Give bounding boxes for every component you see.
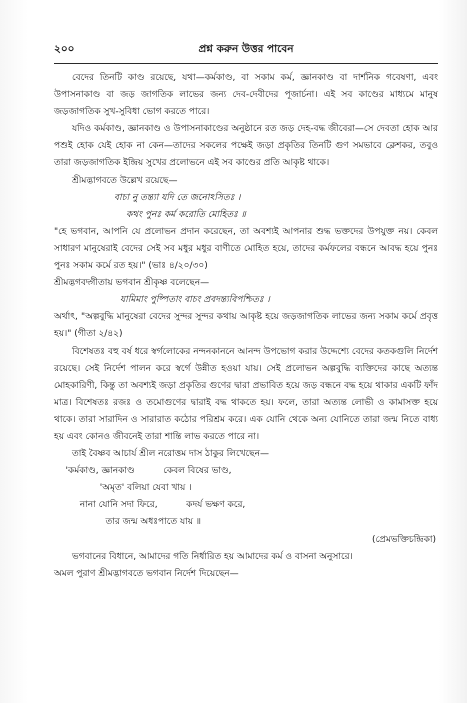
- trailing-line: ভগবানের বিধানে, আমাদের গতি নির্ধারিত হয় আমাদের কর্ম ও বাসনা অনুসারে।: [72, 551, 353, 562]
- verse-line: বাচা নু তন্ত্যা যদি তে জনোঽসিতঃ ।: [114, 192, 241, 203]
- header-rule: [54, 63, 438, 64]
- song-line: 'কর্মকাণ্ড, জ্ঞানকাণ্ড কেবল বিষের ভাণ্ড,: [54, 466, 232, 477]
- page-content: [54, 70, 438, 583]
- bengali-song: [54, 463, 438, 531]
- song-line: নানা যোনি সদা ফিরে, কদর্য ভক্ষণ করে,: [54, 500, 246, 511]
- verse-line: কথং পুনঃ কর্ম করোতি মোহিতঃ ॥: [126, 209, 246, 220]
- paragraph-material-attachment: যদিও কর্মকাণ্ড, জ্ঞানকাণ্ড ও উপাসনাকাণ্ডের অনুষ্ঠানে রত জড় দেহ-বদ্ধ জীবেরা—সে দেবতা হোক আর পশুই হোক যেই হোক না কেন—তাদের সকলের পক্ষেই জড়া প্রকৃতির তিনটি গুণ সমভাবে ক্লেশকর, তবুও তারা জড়জাগতিক ইন্দ্রিয় সুখের প্রলোভনে এই সব কাণ্ডের প্রতি আকৃষ্ট থাকে।: [54, 124, 438, 169]
- paragraph-translation-1: "হে ভগবান, আপনি যে প্রলোভন প্রদান করেছেন, তা অবশ্যই আপনার শুদ্ধ ভক্তদের উপযুক্ত নয়। কেবল সাধারণ মানুষেরাই বেদের সেই সব মধুর মধুর বাণীতে মোহিত হয়ে, তাদের কর্মফলের বন্ধনে আবদ্ধ হয়ে পুনঃ পুনঃ সকাম কর্মে রত হয়।" (ভাঃ ৪/২০/৩০): [54, 226, 438, 272]
- intro-gita: শ্রীমদ্ভগবদ্গীতায় ভগবান শ্রীকৃষ্ণ বলেছেন—: [54, 278, 210, 289]
- verse-line: যামিমাং পুষ্পিতাং বাচং প্রবদন্ত্যবিপশ্চিতঃ ।: [120, 295, 270, 306]
- song-line: তার জন্ম অধঃপাতে যায় ॥: [54, 517, 202, 528]
- paragraph-translation-2: অর্থাৎ, "অল্পবুদ্ধি মানুষেরা বেদের সুন্দর সুন্দর কথায় আকৃষ্ট হয়ে জড়জাগতিক লাভের জন্য সকাম কর্মে প্রবৃত্ত হয়।" (গীতা ২/৪২): [54, 312, 438, 340]
- running-title: প্রশ্ন করুন উত্তর পাবেন: [198, 43, 294, 55]
- paragraph-heavenly-planets: বিশেষতঃ বহু বর্ষ ধরে স্বর্গলোকের নন্দনকাননে আনন্দ উপভোগ করার উদ্দেশ্যে বেদের কতকগুলি নির্দেশ রয়েছে। সেই নির্দেশ পালন করে স্বর্গে উন্নীত হওয়া যায়। সেই প্রলোভন অল্পবুদ্ধি ব্যক্তিদের কাছে অত্যন্ত মোহকারিণী, কিন্তু তা অবশ্যই জড়া প্রকৃতির গুণের দ্বারা প্রভাবিত হয়ে জড় বন্ধনে বদ্ধ হয়ে থাকার একটি ফাঁদ মাত্র। বিশেষতঃ রজঃ ও তমোগুণের দ্বারাই বদ্ধ থাকতে হয়। ফলে, তারা অত্যন্ত লোভী ও কামাসক্ত হয়ে থাকে। তারা সারাদিন ও সারারাত কঠোর পরিশ্রম করে। এক যোনি থেকে অন্য যোনিতে তারা জন্ম নিতে বাধ্য হয় এবং কোনও জীবনেই তারা শান্তি লাভ করতে পারে না।: [54, 346, 438, 442]
- source-reference: (প্রেমভক্তিচন্দ্রিকা): [371, 534, 436, 545]
- paragraph-vedas-three-divisions: বেদের তিনটি কাণ্ড রয়েছে, যথা—কর্মকাণ্ড, বা সকাম কর্ম, জ্ঞানকাণ্ড বা দার্শনিক গবেষণা, এবং উপাসনাকাণ্ড বা জড় জাগতিক লাভের জন্য দেব-দেবীদের পূজার্চনা। এই সব কাণ্ডের মাধ্যমে মানুষ জড়জাগতিক সুখ-সুবিধা ভোগ করতে পারে।: [54, 73, 438, 118]
- song-line: 'অমৃত' বলিয়া যেবা খায় ।: [54, 483, 192, 494]
- intro-narottama: তাই বৈষ্ণব আচার্য শ্রীল নরোত্তম দাস ঠাকুর লিখেছেন—: [72, 449, 269, 460]
- sanskrit-verse-1: [54, 190, 438, 224]
- intro-bhagavatam: শ্রীমদ্ভাগবতে উল্লেখ রয়েছে—: [72, 175, 178, 186]
- sanskrit-verse-2: [54, 292, 438, 309]
- page-header: [54, 42, 438, 60]
- page-number: ২০০: [54, 43, 75, 55]
- trailing-line: অমল পুরাণ শ্রীমদ্ভাগবতে ভগবান নির্দেশ দিয়েছেন—: [54, 568, 239, 579]
